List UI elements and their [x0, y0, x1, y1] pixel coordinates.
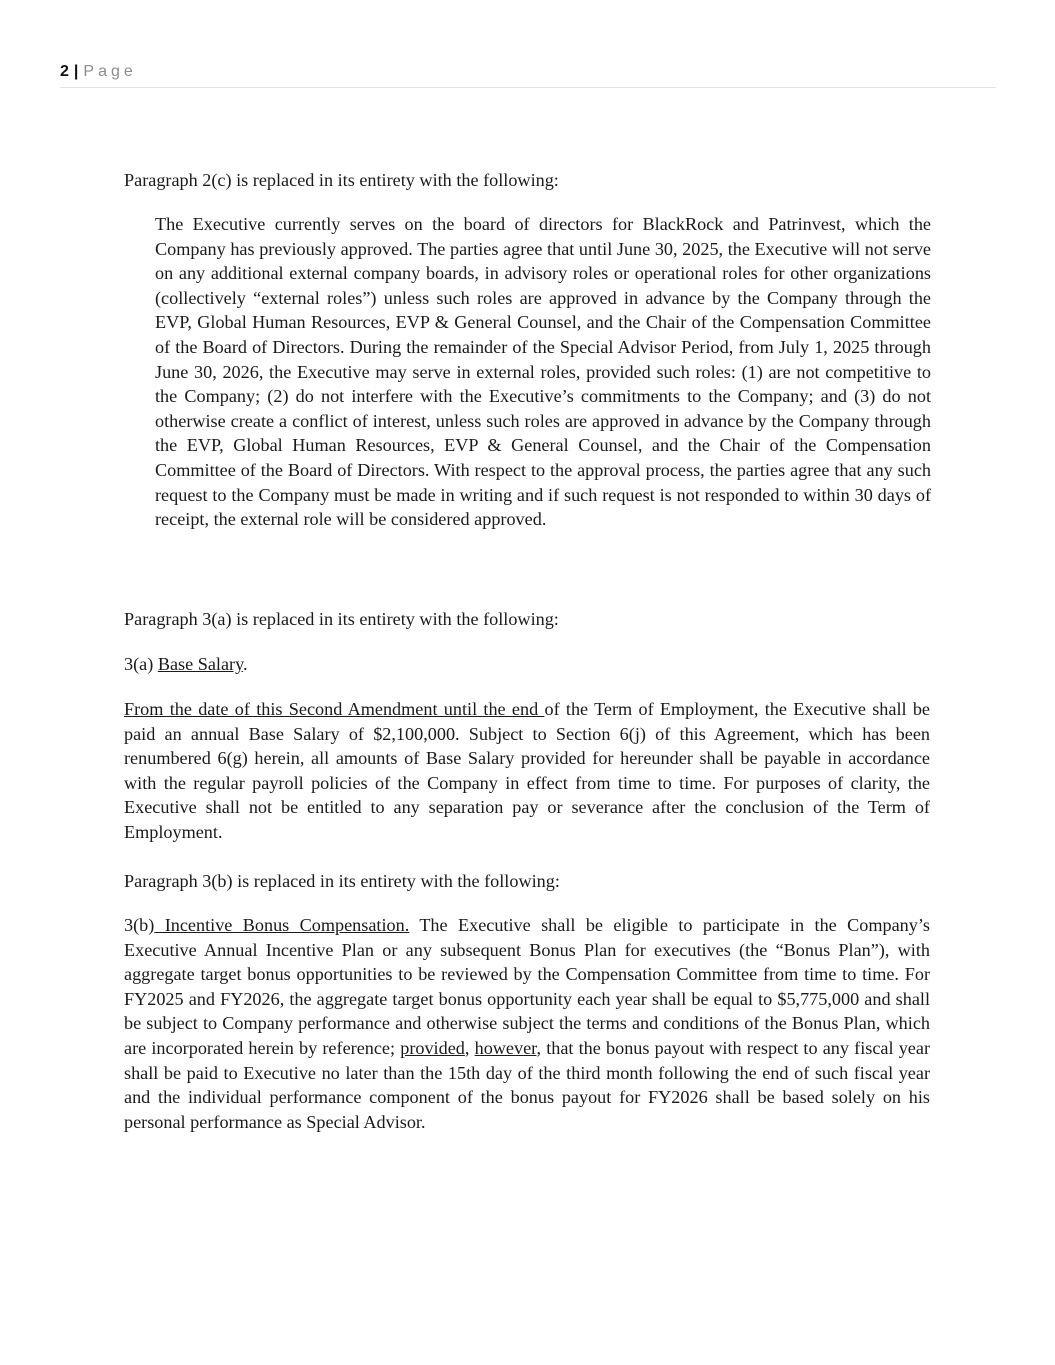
paragraph-3b-body	[124, 913, 930, 1134]
heading-3a-title: Base Salary	[157, 654, 244, 674]
paragraph-2c-body: The Executive currently serves on the board of directors for BlackRock and Patrinvest, which the Company has previously approved. The parties agree that until June 30, 2025, the Executive will not serve on any additional external company boards, in advisory roles or operational roles for other organizations (collectively “external roles”) unless such roles are approved in advance by the Company through the EVP, Global Human Resources, EVP & General Counsel, and the Chair of the Compensation Committee of the Board of Directors. During the remainder of the Special Advisor Period, from July 1, 2025 through June 30, 2026, the Executive may serve in external roles, provided such roles: (1) are not competitive to the Company; (2) do not interfere with the Executive’s commitments to the Company; and (3) do not otherwise create a conflict of interest, unless such roles are approved in advance by the Company through the EVP, Global Human Resources, EVP & General Counsel, and the Chair of the Compensation Committee of the Board of Directors. With respect to the approval process, the parties agree that any such request to the Company must be made in writing and if such request is not responded to within 30 days of receipt, the external role will be considered approved.	[155, 214, 931, 530]
provided-term: provided	[400, 1037, 465, 1058]
header-separator: |	[73, 63, 79, 80]
heading-3a-number: 3(a)	[124, 654, 158, 674]
paragraph-3b-text-2: , that the bonus payout with respect to any fiscal year shall be paid to Executive no later than the 15th day of the third month following the end of such fiscal year and the individual performance component of the bonus payout for FY2026 shall be based solely on his personal performance as Special Advisor.	[124, 1037, 930, 1132]
heading-3b-number: 3(b)	[124, 915, 155, 935]
paragraph-3a-intro: Paragraph 3(a) is replaced in its entirety with the following:	[124, 609, 559, 629]
comma-separator: ,	[464, 1037, 475, 1058]
page-header	[60, 63, 996, 88]
paragraph-3a-heading	[124, 652, 930, 677]
paragraph-3a-body	[124, 697, 930, 845]
heading-3a-period: .	[243, 654, 248, 674]
paragraph-3a-underlined-text: From the date of this Second Amendment until the end	[124, 699, 545, 719]
page-number: 2	[60, 63, 69, 80]
paragraph-2c-intro: Paragraph 2(c) is replaced in its entirety with the following:	[124, 170, 559, 190]
paragraph-3b-text-1: The Executive shall be eligible to participate in the Company’s Executive Annual Incentive Plan or any subsequent Bonus Plan for executives (the “Bonus Plan”), with aggregate target bonus opportunities to be reviewed by the Compensation Committee from time to time. For FY2025 and FY2026, the aggregate target bonus opportunity each year shall be equal to $5,775,000 and shall be subject to Company performance and otherwise subject the terms and conditions of the Bonus Plan, which are incorporated herein by reference;	[124, 915, 930, 1058]
paragraph-3a-text: of the Term of Employment, the Executive shall be paid an annual Base Salary of $2,100,000. Subject to Section 6(j) of this Agreement, which has been renumbered 6(g) herein, all amounts of Base Salary provided for hereunder shall be payable in accordance with the regular payroll policies of the Company in effect from time to time. For purposes of clarity, the Executive shall not be entitled to any separation pay or severance after the conclusion of the Term of Employment.	[124, 699, 930, 842]
paragraph-3b-intro: Paragraph 3(b) is replaced in its entirety with the following:	[124, 871, 560, 891]
heading-3b-title: Incentive Bonus Compensation.	[154, 915, 410, 935]
however-term: however	[474, 1037, 537, 1058]
page-label: Page	[83, 63, 137, 80]
